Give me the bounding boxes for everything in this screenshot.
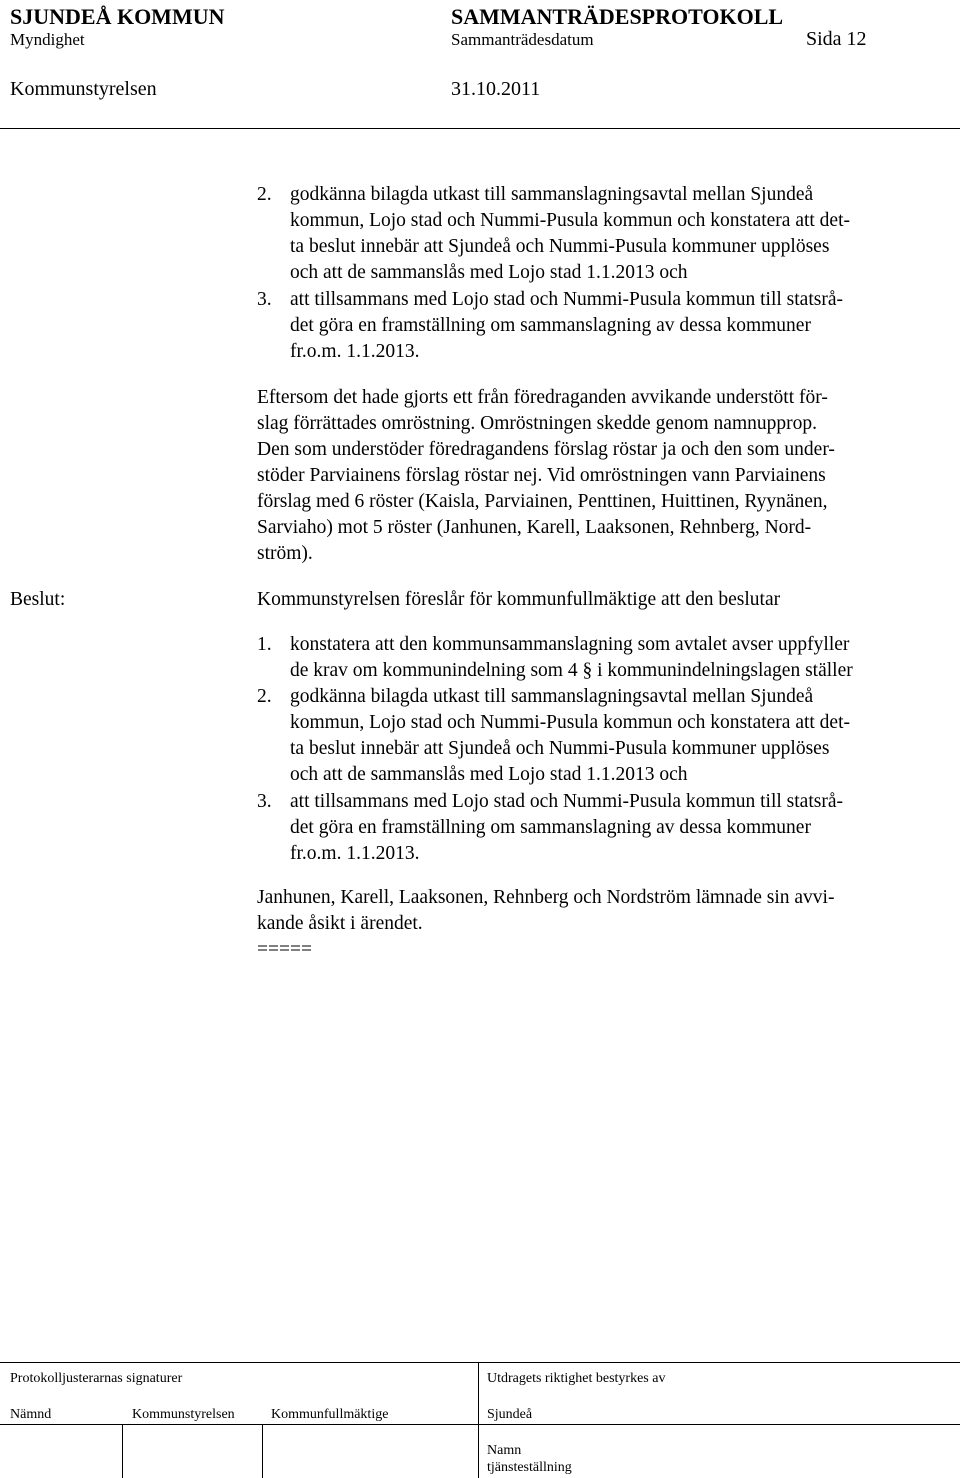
paragraph-line: Eftersom det hade gjorts ett från föredraganden avvikande understött för-	[257, 387, 828, 408]
list-item-line: kommun, Lojo stad och Nummi-Pusula kommun och konstatera att det-	[290, 210, 850, 231]
paragraph-line: Sarviaho) mot 5 röster (Janhunen, Karell, Laaksonen, Rehnberg, Nord-	[257, 517, 812, 538]
position-label: tjänsteställning	[487, 1460, 572, 1475]
paragraph-line: förslag med 6 röster (Kaisla, Parviainen, Penttinen, Huittinen, Ryynänen,	[257, 491, 828, 512]
signatures-label: Protokolljusterarnas signaturer	[10, 1371, 183, 1386]
name-label: Namn	[487, 1443, 522, 1458]
decision-item-line: godkänna bilagda utkast till sammanslagningsavtal mellan Sjundeå	[290, 686, 814, 707]
paragraph-line: stöder Parviainens förslag röstar nej. Vid omröstningen vann Parviainens	[257, 465, 826, 486]
page-number: Sida 12	[806, 28, 867, 50]
decision-item-line: fr.o.m. 1.1.2013.	[290, 843, 420, 864]
signature-box-divider	[122, 1424, 123, 1478]
decision-label: Beslut:	[10, 589, 66, 610]
list-item-line: godkänna bilagda utkast till sammanslagningsavtal mellan Sjundeå	[290, 184, 814, 205]
paragraph-line: kande åsikt i ärendet.	[257, 913, 423, 934]
footer-body-label: Kommunstyrelsen	[132, 1407, 235, 1422]
decision-item-number: 2.	[257, 686, 272, 707]
footer-divider-middle	[0, 1424, 960, 1425]
decision-item-number: 1.	[257, 634, 272, 655]
authority-label: Myndighet	[10, 30, 85, 49]
list-item-line: att tillsammans med Lojo stad och Nummi-Pusula kommun till statsrå-	[290, 289, 843, 310]
decision-item-line: kommun, Lojo stad och Nummi-Pusula kommun och konstatera att det-	[290, 712, 850, 733]
decision-item-line: de krav om kommunindelning som 4 § i kommunindelningslagen ställer	[290, 660, 853, 681]
paragraph-line: slag förrättades omröstning. Omröstningen skedde genom namnupprop.	[257, 413, 817, 434]
footer-column-divider	[478, 1362, 479, 1478]
footer-body-label: Kommunfullmäktige	[271, 1407, 389, 1422]
document-type: SAMMANTRÄDESPROTOKOLL	[451, 4, 784, 29]
decision-item-line: att tillsammans med Lojo stad och Nummi-Pusula kommun till statsrå-	[290, 791, 843, 812]
footer-divider-top	[0, 1362, 960, 1363]
meeting-date-label: Sammanträdesdatum	[451, 30, 594, 49]
paragraph-line: ström).	[257, 543, 313, 564]
list-item-number: 3.	[257, 289, 272, 310]
decision-item-line: konstatera att den kommunsammanslagning som avtalet avser uppfyller	[290, 634, 850, 655]
organization-name: SJUNDEÅ KOMMUN	[10, 4, 225, 29]
footer-place: Sjundeå	[487, 1407, 533, 1422]
list-item-number: 2.	[257, 184, 272, 205]
list-item-line: ta beslut innebär att Sjundeå och Nummi-Pusula kommuner upplöses	[290, 236, 830, 257]
header-divider	[0, 128, 960, 129]
end-marker: =====	[257, 939, 312, 960]
paragraph-line: Janhunen, Karell, Laaksonen, Rehnberg och Nordström lämnade sin avvi-	[257, 887, 835, 908]
list-item-line: och att de sammanslås med Lojo stad 1.1.2013 och	[290, 262, 688, 283]
decision-item-line: ta beslut innebär att Sjundeå och Nummi-Pusula kommuner upplöses	[290, 738, 830, 759]
decision-item-line: och att de sammanslås med Lojo stad 1.1.2013 och	[290, 764, 688, 785]
certified-label: Utdragets riktighet bestyrkes av	[487, 1371, 666, 1386]
decision-item-line: det göra en framställning om sammanslagning av dessa kommuner	[290, 817, 811, 838]
list-item-line: fr.o.m. 1.1.2013.	[290, 341, 420, 362]
signature-box-divider	[262, 1424, 263, 1478]
authority-name: Kommunstyrelsen	[10, 78, 157, 100]
decision-intro: Kommunstyrelsen föreslår för kommunfullmäktige att den beslutar	[257, 589, 781, 610]
footer-body-label: Nämnd	[10, 1407, 52, 1422]
list-item-line: det göra en framställning om sammanslagning av dessa kommuner	[290, 315, 811, 336]
meeting-date: 31.10.2011	[451, 78, 541, 100]
decision-item-number: 3.	[257, 791, 272, 812]
paragraph-line: Den som understöder föredragandens förslag röstar ja och den som under-	[257, 439, 835, 460]
